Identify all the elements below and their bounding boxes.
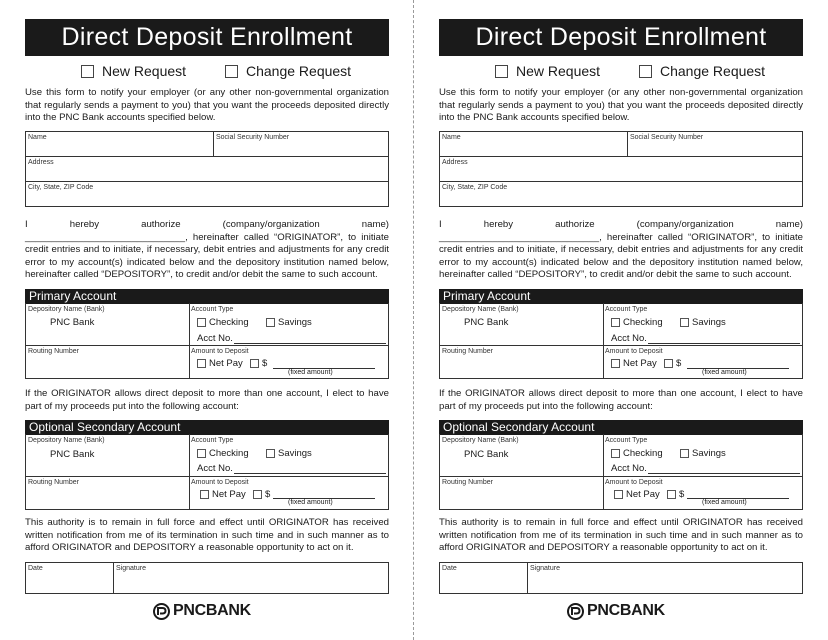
secondary-acct-no-label: Acct No. [611,463,647,474]
secondary-fixed-amount-caption: (fixed amount) [702,499,747,506]
change-request-option[interactable] [639,63,765,79]
change-request-checkbox[interactable] [225,65,238,78]
form-title: Direct Deposit Enrollment [25,19,389,56]
city-state-zip-field[interactable]: City, State, ZIP Code [442,184,508,191]
authorization-paragraph: I hereby authorize (company/organization name) ______________________________, hereinafter called “ORIGINATOR”, to initiate credit entries and to initiate, if necessary, debit entries and adjustments for any credit error to my account(s) indicated below and the depository institution named below, hereinafter called “DEPOSITORY”, to credit and/or debit the same to such account. [439,219,803,280]
primary-routing-label[interactable]: Routing Number [442,348,493,355]
secondary-fixed-amount-caption: (fixed amount) [288,499,333,506]
personal-info-table [439,131,803,207]
secondary-acct-no-input[interactable] [648,473,800,474]
primary-account-table [439,303,803,379]
address-field[interactable]: Address [442,159,468,166]
secondary-account-table [25,434,389,510]
secondary-checking-checkbox[interactable] [197,449,206,458]
primary-checking-checkbox[interactable] [611,318,620,327]
dollar-sign: $ [676,358,682,369]
primary-account-type-label: Account Type [605,306,648,313]
secondary-checking-option[interactable]: Checking [197,448,249,459]
secondary-net-pay-option[interactable]: Net Pay [614,489,660,500]
secondary-depository-label: Depository Name (Bank) [442,437,519,444]
secondary-account-header: Optional Secondary Account [25,420,389,435]
primary-acct-no-label: Acct No. [611,333,647,344]
primary-fixed-option[interactable] [250,358,267,369]
personal-info-table [25,131,389,207]
signature-table [439,562,803,594]
primary-fixed-amount-caption: (fixed amount) [702,369,747,376]
secondary-savings-option[interactable]: Savings [680,448,726,459]
secondary-account-header: Optional Secondary Account [439,420,803,435]
primary-checking-checkbox[interactable] [197,318,206,327]
secondary-routing-label[interactable]: Routing Number [442,479,493,486]
change-request-label: Change Request [246,63,352,79]
primary-acct-no-label: Acct No. [197,333,233,344]
change-request-label: Change Request [660,63,766,79]
new-request-checkbox[interactable] [495,65,508,78]
signature-field[interactable]: Signature [116,565,146,572]
logo-text: PNCBANK [587,602,665,619]
date-field[interactable]: Date [28,565,43,572]
primary-fixed-option[interactable] [664,358,681,369]
secondary-amount-label: Amount to Deposit [605,479,663,486]
secondary-savings-option[interactable]: Savings [266,448,312,459]
secondary-checking-option[interactable]: Checking [611,448,663,459]
intro-paragraph: Use this form to notify your employer (or any other non-governmental organization that regularly sends a payment to you) that you want the proceeds deposited directly into the PNC Bank accounts specified below. [25,87,389,123]
secondary-fixed-checkbox[interactable] [253,490,262,499]
authority-paragraph: This authority is to remain in full force and effect until ORIGINATOR has received written notification from me of its termination in such time and in such manner as to afford ORIGINATOR and DEPOSITORY a reasonable opportunity to act on it. [439,517,803,553]
primary-amount-label: Amount to Deposit [191,348,249,355]
address-field[interactable]: Address [28,159,54,166]
primary-amount-label: Amount to Deposit [605,348,663,355]
secondary-amount-label: Amount to Deposit [191,479,249,486]
intro-paragraph: Use this form to notify your employer (or any other non-governmental organization that regularly sends a payment to you) that you want the proceeds deposited directly into the PNC Bank accounts specified below. [439,87,803,123]
primary-fixed-checkbox[interactable] [664,359,673,368]
secondary-account-table [439,434,803,510]
new-request-option[interactable] [81,63,186,79]
logo-text: PNCBANK [173,602,251,619]
new-request-checkbox[interactable] [81,65,94,78]
secondary-fixed-option[interactable] [667,489,684,500]
name-field[interactable]: Name [442,134,461,141]
primary-savings-checkbox[interactable] [680,318,689,327]
primary-savings-option[interactable]: Savings [266,317,312,328]
secondary-net-pay-checkbox[interactable] [200,490,209,499]
cut-line-divider [413,0,414,640]
secondary-net-pay-option[interactable]: Net Pay [200,489,246,500]
dollar-sign: $ [679,489,685,500]
secondary-depository-value: PNC Bank [50,449,95,460]
primary-fixed-checkbox[interactable] [250,359,259,368]
primary-account-type-label: Account Type [191,306,234,313]
ssn-field[interactable]: Social Security Number [216,134,290,141]
secondary-checking-checkbox[interactable] [611,449,620,458]
authorization-paragraph: I hereby authorize (company/organization name) ______________________________, hereinafter called “ORIGINATOR”, to initiate credit entries and to initiate, if necessary, debit entries and adjustments for any credit error to my account(s) indicated below and the depository institution named below, hereinafter called “DEPOSITORY”, to credit and/or debit the same to such account. [25,219,389,280]
secondary-routing-label[interactable]: Routing Number [28,479,79,486]
primary-acct-no-input[interactable] [648,343,800,344]
secondary-net-pay-checkbox[interactable] [614,490,623,499]
new-request-label: New Request [516,63,601,79]
secondary-account-type-label: Account Type [191,437,234,444]
primary-account-header: Primary Account [439,289,803,304]
primary-savings-option[interactable]: Savings [680,317,726,328]
pnc-bank-logo [567,602,665,620]
primary-fixed-amount-caption: (fixed amount) [288,369,333,376]
change-request-option[interactable] [225,63,351,79]
name-field[interactable]: Name [28,134,47,141]
pnc-bank-logo [153,602,251,620]
secondary-savings-checkbox[interactable] [266,449,275,458]
secondary-depository-label: Depository Name (Bank) [28,437,105,444]
secondary-fixed-option[interactable] [253,489,270,500]
primary-net-pay-option[interactable]: Net Pay [611,358,657,369]
secondary-fixed-checkbox[interactable] [667,490,676,499]
secondary-acct-no-input[interactable] [234,473,386,474]
enrollment-form-right [439,0,803,640]
secondary-intro-paragraph: If the ORIGINATOR allows direct deposit to more than one account, I elect to have part of my proceeds put into the following account: [25,388,389,412]
city-state-zip-field[interactable]: City, State, ZIP Code [28,184,94,191]
authority-paragraph: This authority is to remain in full force and effect until ORIGINATOR has received written notification from me of its termination in such time and in such manner as to afford ORIGINATOR and DEPOSITORY a reasonable opportunity to act on it. [25,517,389,553]
change-request-checkbox[interactable] [639,65,652,78]
primary-depository-value: PNC Bank [50,317,95,328]
pnc-mark-icon [567,603,584,620]
primary-acct-no-input[interactable] [234,343,386,344]
secondary-intro-paragraph: If the ORIGINATOR allows direct deposit to more than one account, I elect to have part of my proceeds put into the following account: [439,388,803,412]
secondary-acct-no-label: Acct No. [197,463,233,474]
primary-savings-checkbox[interactable] [266,318,275,327]
primary-depository-label: Depository Name (Bank) [442,306,519,313]
primary-net-pay-option[interactable]: Net Pay [197,358,243,369]
primary-checking-option[interactable]: Checking [197,317,249,328]
primary-net-pay-checkbox[interactable] [197,359,206,368]
primary-account-header: Primary Account [25,289,389,304]
primary-depository-label: Depository Name (Bank) [28,306,105,313]
pnc-mark-icon [153,603,170,620]
date-field[interactable]: Date [442,565,457,572]
secondary-savings-checkbox[interactable] [680,449,689,458]
secondary-account-type-label: Account Type [605,437,648,444]
new-request-option[interactable] [495,63,600,79]
signature-table [25,562,389,594]
dollar-sign: $ [262,358,268,369]
enrollment-form-left [25,0,389,640]
primary-depository-value: PNC Bank [464,317,509,328]
secondary-depository-value: PNC Bank [464,449,509,460]
dollar-sign: $ [265,489,271,500]
primary-account-table [25,303,389,379]
new-request-label: New Request [102,63,187,79]
form-title: Direct Deposit Enrollment [439,19,803,56]
primary-net-pay-checkbox[interactable] [611,359,620,368]
primary-routing-label[interactable]: Routing Number [28,348,79,355]
signature-field[interactable]: Signature [530,565,560,572]
primary-checking-option[interactable]: Checking [611,317,663,328]
ssn-field[interactable]: Social Security Number [630,134,704,141]
